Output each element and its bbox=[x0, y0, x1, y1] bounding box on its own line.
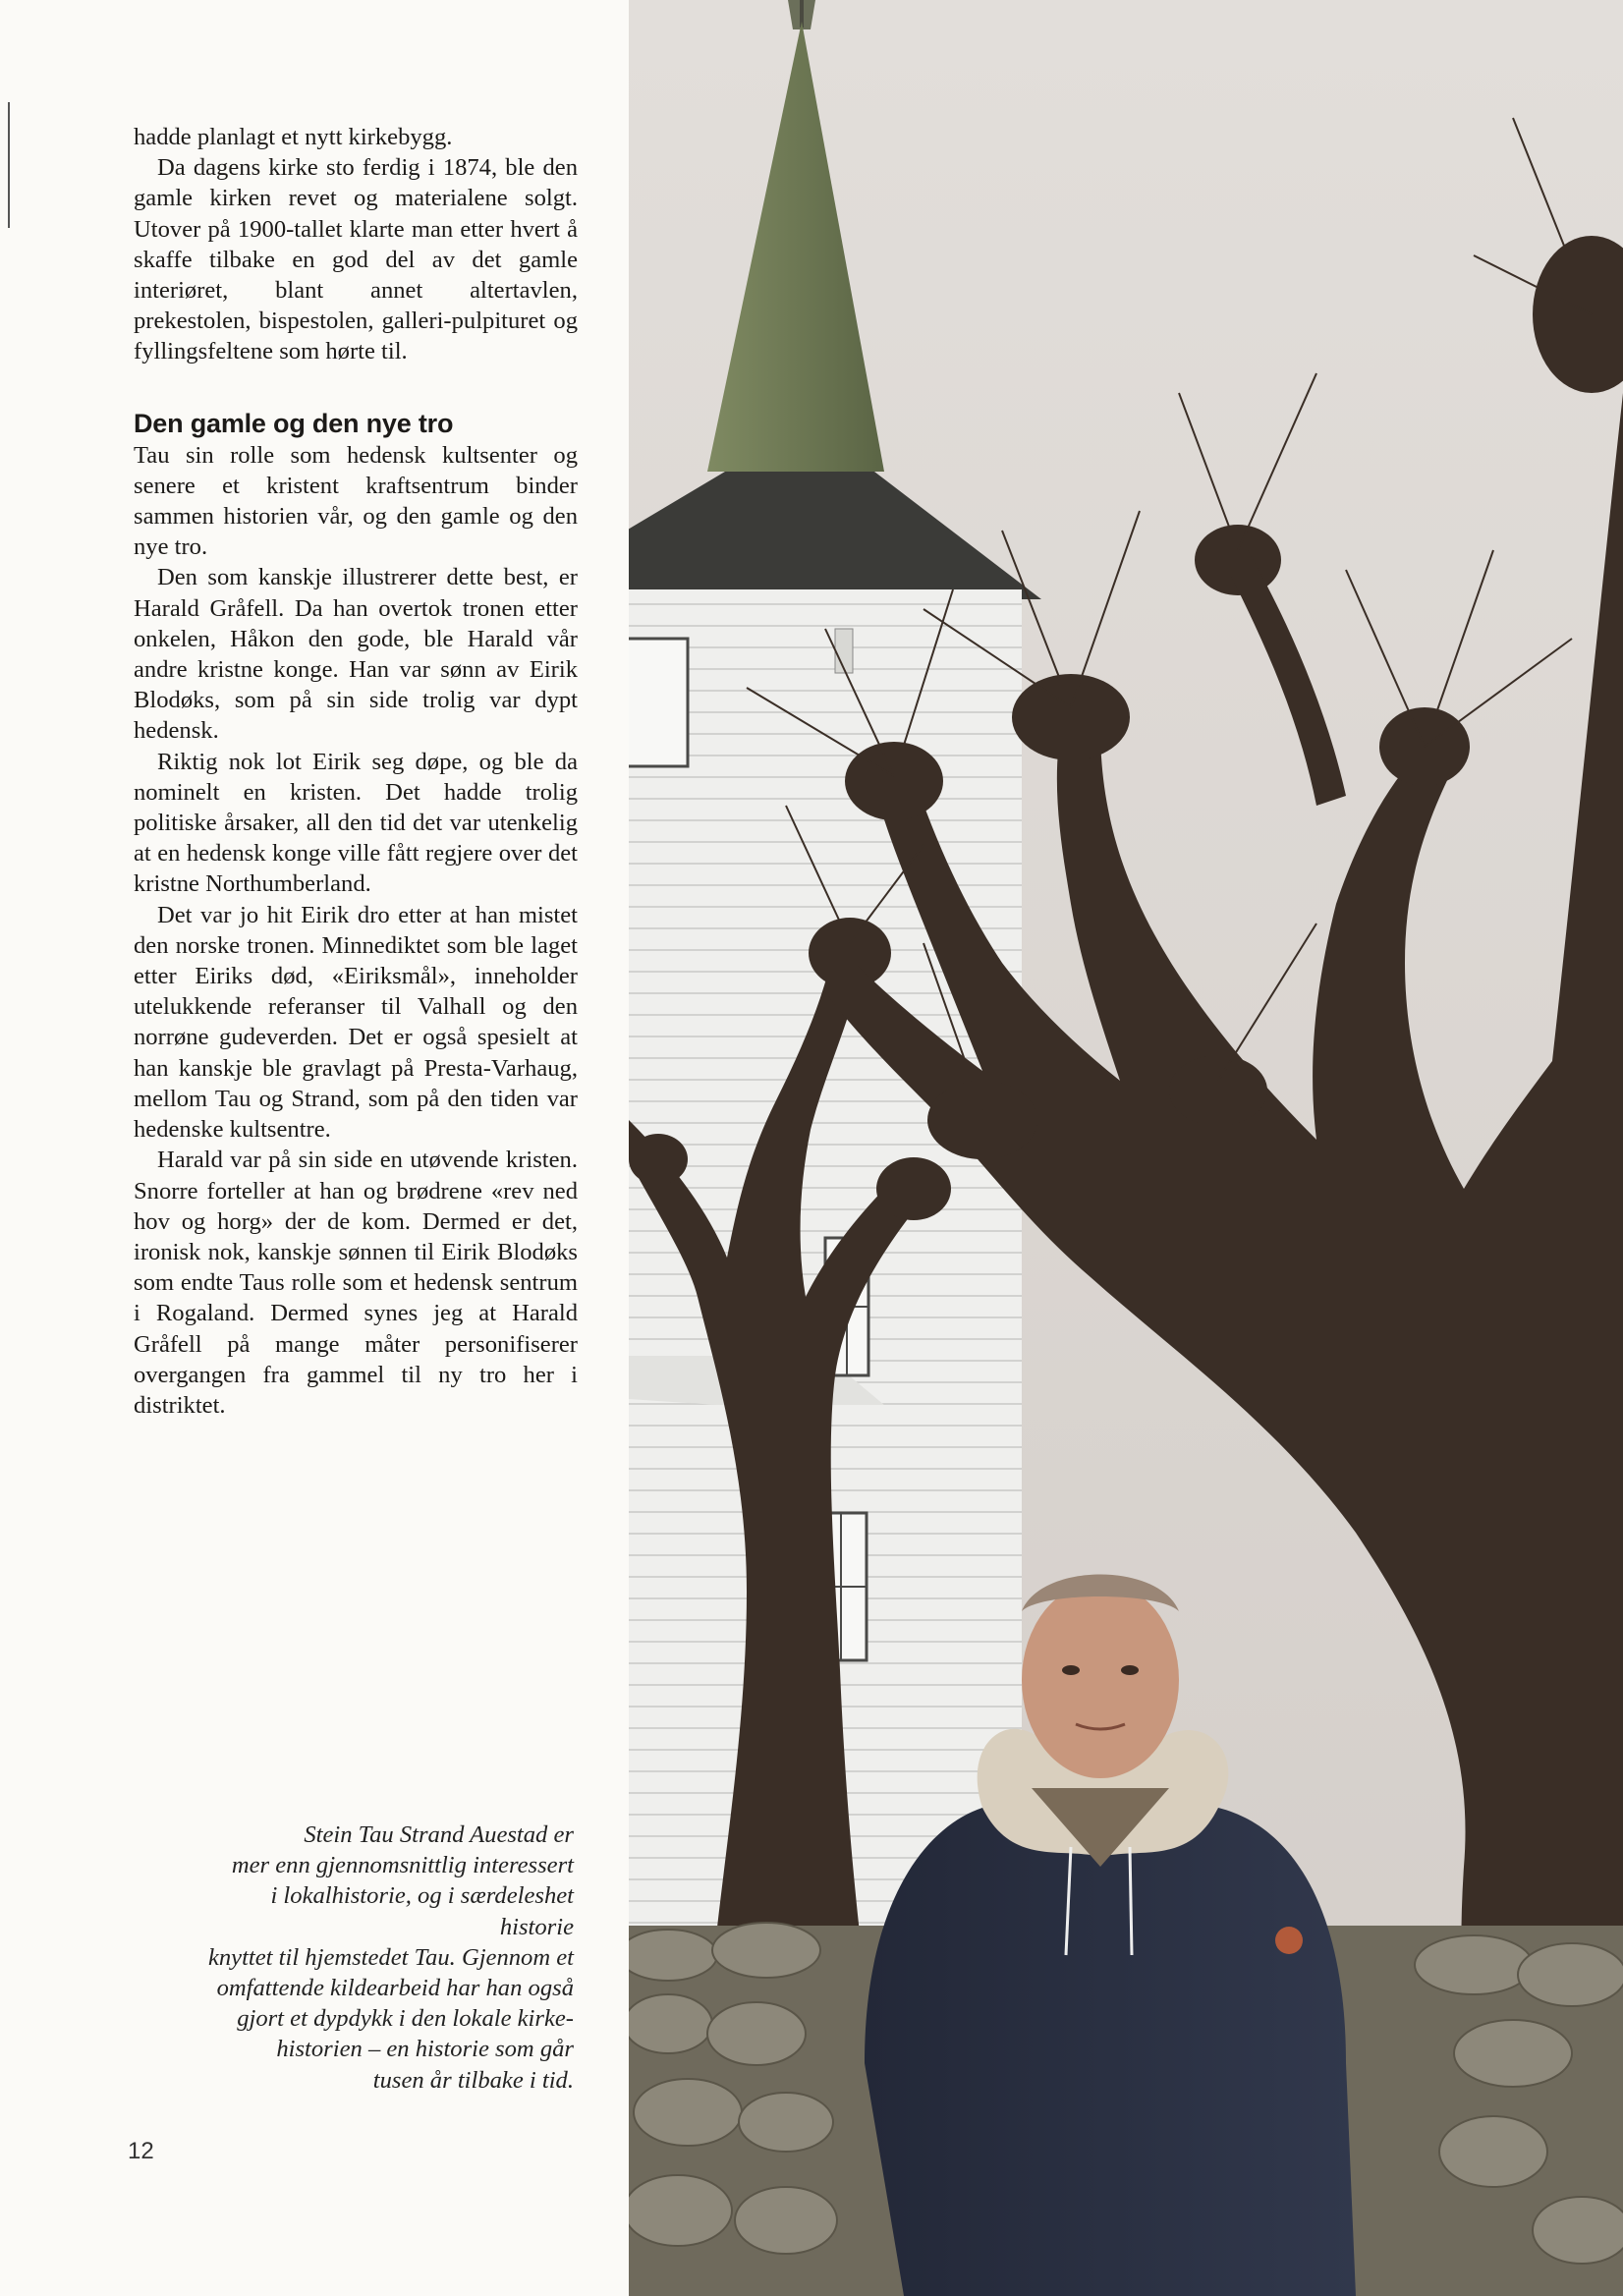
paragraph: Tau sin rolle som hedensk kultsenter og senere et kristent kraftsentrum binder sammen historien vår, og den gamle og den nye tro. bbox=[134, 441, 578, 561]
paragraph: Den som kanskje illustrerer dette best, er Harald Gråfell. Da han overtok tronen etter onkelen, Håkon den gode, ble Harald vår andre kristne konge. Han var sønn av Eirik Blodøks, som på sin side trolig var dypt hedensk. bbox=[134, 564, 578, 745]
caption-line: mer enn gjennomsnittlig interessert bbox=[231, 1852, 574, 1879]
caption-line: i lokalhistorie, og i særdeleshet historie bbox=[270, 1882, 574, 1940]
photo-caption bbox=[206, 1820, 574, 2096]
paragraph: Da dagens kirke sto ferdig i 1874, ble den gamle kirken revet og materialene solgt. Utover på 1900-tallet klarte man etter hvert å skaffe tilbake en god del av det gamle interiøret, blant annet altertavlen, prekestolen, bispestolen, galleri-pulpituret og fyllingsfeltene som hørte til. bbox=[134, 154, 578, 365]
caption-line: Stein Tau Strand Auestad er bbox=[304, 1821, 574, 1848]
church-photo-illustration bbox=[629, 0, 1623, 2296]
caption-line: historien – en historie som går bbox=[276, 2036, 574, 2063]
caption-line: tusen år tilbake i tid. bbox=[372, 2066, 574, 2094]
page-number: 12 bbox=[128, 2138, 154, 2164]
caption-line: knyttet til hjemstedet Tau. Gjennom et bbox=[207, 1943, 574, 1971]
paragraph: Det var jo hit Eirik dro etter at han mistet den norske tronen. Minnediktet som ble laget etter Eiriks død, «Eiriksmål», inneholder utelukkende referanser til Valhall og den norrøne gudeverden. Det er også spesielt at han kanskje ble gravlagt på Presta-Varhaug, mellom Tau og Strand, som på den tiden var hedenske kultsentre. bbox=[134, 901, 578, 1144]
paragraph: Harald var på sin side en utøvende kristen. Snorre forteller at han og brødrene «rev ned hov og horg» der de kom. Dermed er det, ironisk nok, kanskje sønnen til Eirik Blodøks som endte Taus rolle som et hedensk sentrum i Rogaland. Dermed synes jeg at Harald Gråfell på mange måter personifiserer overgangen fra gammel til ny tro her i distriktet. bbox=[134, 1147, 578, 1419]
paragraph: hadde planlagt et nytt kirkebygg. bbox=[134, 124, 453, 150]
section-heading: Den gamle og den nye tro bbox=[134, 408, 454, 438]
church-photo bbox=[629, 0, 1623, 2296]
paragraph: Riktig nok lot Eirik seg døpe, og ble da nominelt en kristen. Det hadde trolig politiske årsaker, all den tid det var utenkelig at en hedensk konge ville fått regjere over det kristne Northumberland. bbox=[134, 748, 578, 898]
caption-line: omfattende kildearbeid har han også bbox=[216, 1975, 574, 2002]
article-text-column bbox=[134, 122, 578, 1421]
page-edge-mark bbox=[8, 102, 10, 228]
caption-line: gjort et dypdykk i den lokale kirke- bbox=[237, 2005, 574, 2033]
